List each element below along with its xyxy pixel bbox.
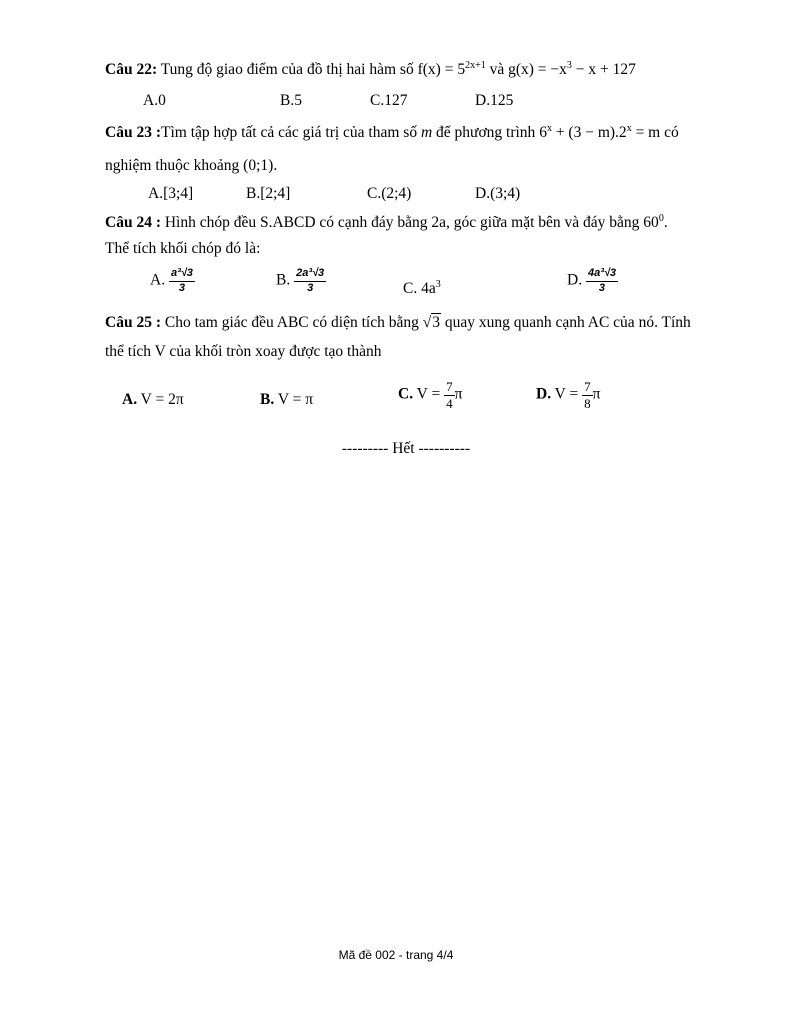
q25-option-d-fraction	[582, 380, 593, 410]
question-25	[105, 313, 706, 333]
q22-option-b: B.5	[280, 92, 302, 109]
exponent: 3	[435, 278, 441, 290]
q25-option-c-fraction	[444, 380, 455, 410]
q24-option-a-fraction	[169, 268, 195, 294]
denominator: 3	[307, 282, 314, 294]
question-23-text3: có	[660, 124, 679, 141]
q24-option-c-value: 4a	[421, 280, 436, 297]
question-23-text2: để phương trình	[432, 124, 540, 141]
q24-option-b-fraction	[294, 268, 326, 294]
q24-option-d-fraction	[586, 268, 618, 294]
question-25-text2: quay xung quanh cạnh AC của nó. Tính	[440, 314, 691, 331]
question-25-label: Câu 25 :	[105, 314, 161, 331]
question-22-text: Tung độ giao điểm của đồ thị hai hàm số	[157, 61, 418, 78]
q24-option-b	[276, 268, 326, 294]
q25-option-b	[260, 390, 313, 410]
q22-option-d: D.125	[475, 92, 514, 109]
q25-option-c-label: C.	[398, 385, 414, 403]
q22-option-a: A.0	[143, 92, 166, 109]
denominator: 3	[598, 282, 606, 294]
pi-symbol: π	[454, 385, 463, 403]
function-f: $f(x) = 5^{2x+1}$	[417, 59, 486, 78]
question-23-text: Tìm tập hợp tất cả các giá trị của tham số	[160, 124, 421, 141]
q23-option-d: D.(3;4)	[475, 185, 521, 202]
denominator: 4	[446, 396, 453, 411]
q25-option-d-label: D.	[536, 385, 552, 403]
question-24-label: Câu 24 :	[105, 214, 161, 231]
question-25-text: Cho tam giác đều ABC có diện tích bằng	[160, 314, 423, 331]
page-footer: Mã đề 002 - trang 4/4	[338, 948, 454, 962]
q24-option-c-label: C.	[403, 280, 418, 297]
question-22-label: Câu 22:	[105, 61, 158, 78]
question-23-line2: nghiệm thuộc khoảng (0;1).	[105, 157, 278, 174]
question-24-text: Hình chóp đều S.ABCD có cạnh đáy bằng 2a, góc giữa mặt bên và đáy bằng 60	[160, 214, 659, 231]
q24-option-b-label: B.	[276, 271, 291, 289]
q25-option-b-value: V = π	[274, 391, 314, 408]
q25-option-a-label: A.	[122, 391, 138, 408]
q24-option-d	[567, 268, 618, 294]
numerator: 4a³√3	[586, 268, 618, 282]
equation: $6^x + (3 - m).2^x = m$	[539, 122, 661, 141]
numerator: 7	[584, 379, 591, 394]
q23-option-b: B.[2;4]	[246, 185, 291, 202]
q24-option-c	[403, 279, 441, 299]
denominator: 3	[178, 282, 185, 294]
q23-option-c: C.(2;4)	[367, 185, 412, 202]
q25-option-c	[398, 380, 462, 410]
q25-option-a-value: V = 2π	[137, 391, 184, 408]
q25-option-b-label: B.	[260, 391, 275, 408]
q24-option-d-label: D.	[567, 271, 583, 289]
q25-option-d	[536, 380, 600, 410]
q24-option-a-label: A.	[150, 271, 166, 289]
question-23	[105, 123, 706, 143]
q25-option-a	[122, 390, 184, 410]
pi-symbol: π	[592, 385, 601, 403]
q24-option-a	[150, 268, 195, 294]
sqrt-3: √3	[422, 314, 440, 331]
q22-option-c: C.127	[370, 92, 408, 109]
q23-option-a: A.[3;4]	[148, 185, 194, 202]
question-25-line2: thể tích V của khối tròn xoay được tạo thành	[105, 343, 382, 360]
numerator: 7	[446, 379, 453, 394]
conjunction: và	[485, 61, 509, 78]
question-24	[105, 213, 706, 233]
numerator: a³√3	[169, 268, 195, 282]
question-23-label: Câu 23 :	[105, 124, 161, 141]
function-g: $g(x) = -x^3 - x + 127$	[508, 59, 636, 78]
question-22	[105, 60, 706, 80]
q25-option-d-pre: V =	[551, 385, 583, 403]
numerator: 2a³√3	[294, 268, 326, 282]
denominator: 8	[584, 396, 591, 411]
end-marker: --------- Hết ----------	[341, 440, 471, 457]
question-24-line2: Thể tích khối chóp đó là:	[105, 240, 261, 257]
param-m: m	[420, 124, 433, 141]
question-24-end: .	[663, 214, 668, 231]
q25-option-c-pre: V =	[413, 385, 445, 403]
degree-sup: 0	[658, 212, 664, 224]
